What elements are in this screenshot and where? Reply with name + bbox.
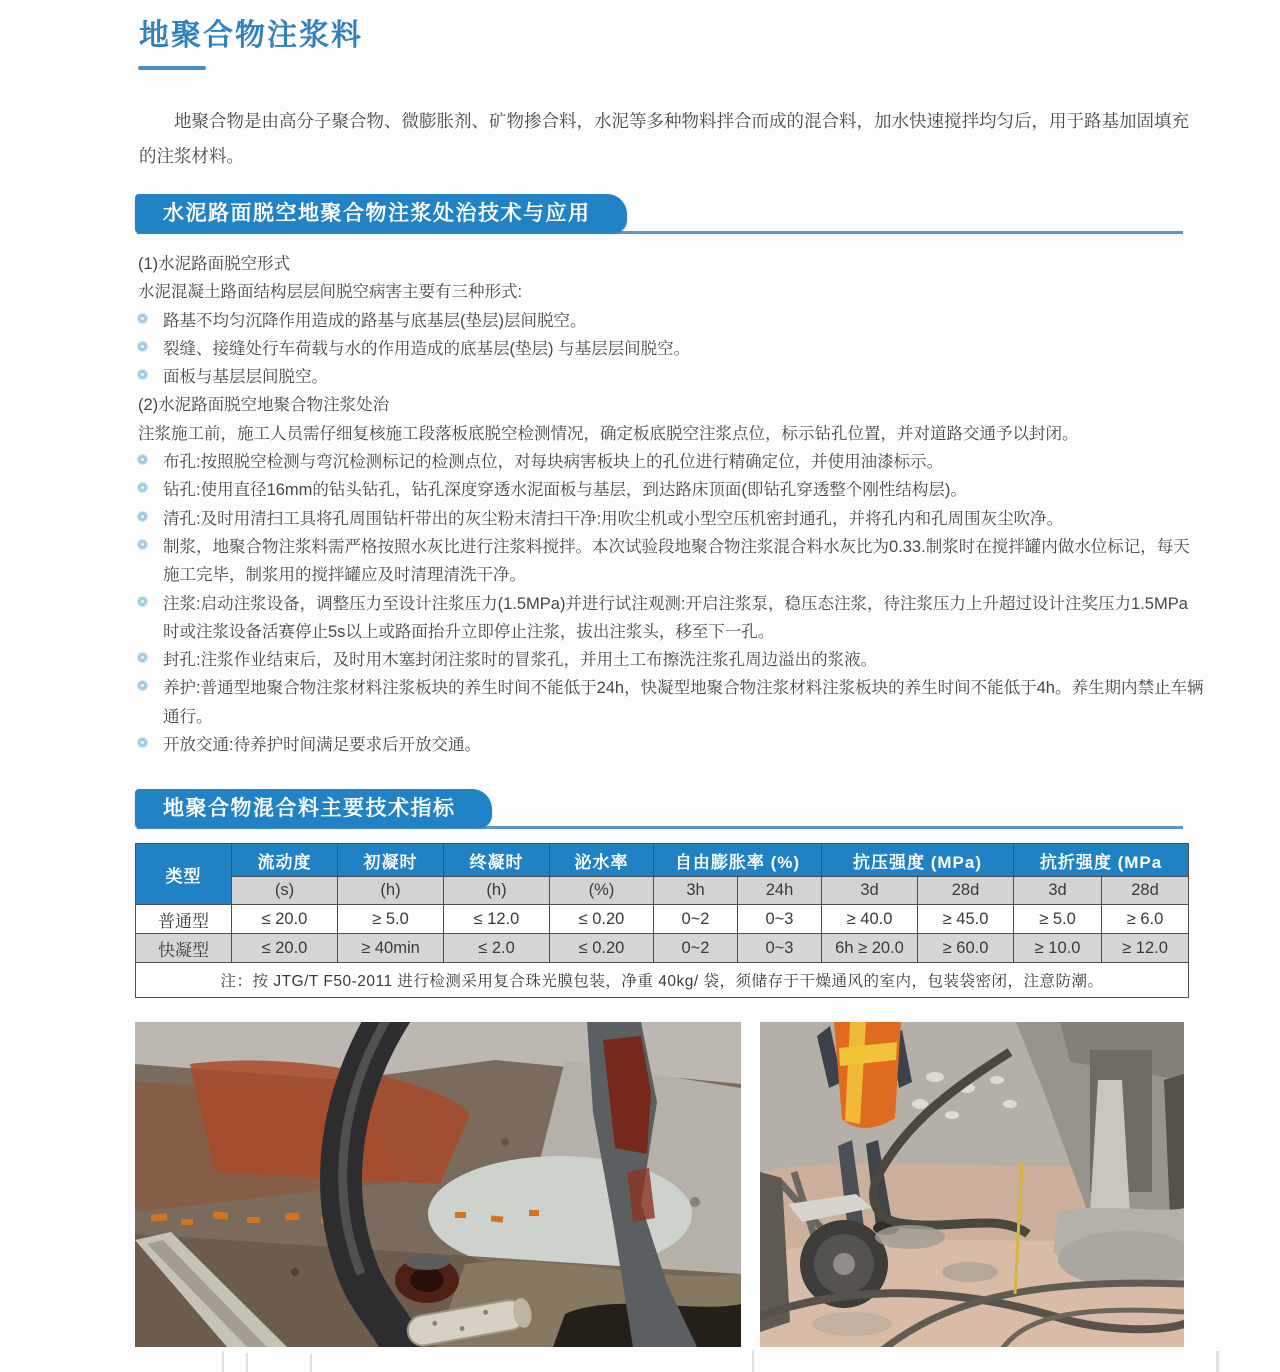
banner-tab-label: 水泥路面脱空地聚合物注浆处治技术与应用: [135, 194, 627, 233]
bullet-paragraph: 养护:普通型地聚合物注浆材料注浆板块的养生时间不能低于24h，快凝型地聚合物注浆材料注浆板块的养生时间不能低于4h。养生期内禁止车辆通行。: [138, 674, 1204, 731]
section-banner-technology: [135, 194, 1185, 234]
text-paragraph: (1)水泥路面脱空形式: [138, 255, 291, 273]
bullet-ring-icon: [138, 483, 147, 492]
column-header: 泌水率: [550, 844, 654, 877]
spec-value-cell: ≤ 2.0: [444, 934, 550, 963]
column-subheader: 28d: [918, 877, 1014, 905]
text-paragraph: 注浆施工前，施工人员需仔细复核施工段落板底脱空检测情况，确定板底脱空注浆点位，标示钻孔位置，并对道路交通予以封闭。: [138, 424, 1079, 443]
spec-value-cell: ≥ 45.0: [918, 905, 1014, 934]
table-note: 注：按 JTG/T F50-2011 进行检测采用复合珠光膜包装，净重 40kg/ 袋，须储存于干燥通风的室内，包装袋密闭，注意防潮。: [136, 963, 1189, 998]
spec-table-head: [136, 844, 1189, 905]
section1-paragraphs: [138, 250, 1204, 759]
column-subheader: (%): [550, 877, 654, 905]
column-header: 终凝时: [444, 844, 550, 877]
bullet-ring-icon: [138, 540, 147, 549]
bullet-ring-icon: [138, 681, 147, 690]
bullet-paragraph: 布孔:按照脱空检测与弯沉检测标记的检测点位，对每块病害板块上的孔位进行精确定位，并使用油漆标示。: [138, 448, 1204, 476]
spec-value-cell: ≤ 20.0: [232, 905, 338, 934]
bullet-ring-icon: [138, 512, 147, 521]
bullet-ring-icon: [138, 455, 147, 464]
column-header: 抗折强度 (MPa: [1014, 844, 1189, 877]
bullet-ring-icon: [138, 738, 147, 747]
photo-worker-equipment: [760, 1022, 1184, 1347]
spec-value-cell: 0~2: [654, 905, 738, 934]
photo-grouting-hose-graphic: [135, 1022, 741, 1347]
banner-tab-label: 地聚合物混合料主要技术指标: [135, 789, 492, 828]
row-type-label: 普通型: [136, 905, 232, 934]
page-edge-artifact: [246, 1353, 248, 1372]
page-edge-artifact: [310, 1354, 312, 1372]
bullet-ring-icon: [138, 370, 147, 379]
column-header: 类型: [136, 844, 232, 905]
page-title: 地聚合物注浆料: [139, 19, 363, 52]
intro-paragraph: 地聚合物是由高分子聚合物、微膨胀剂、矿物掺合料，水泥等多种物料拌合而成的混合料，加水快速搅拌均匀后，用于路基加固填充的注浆材料。: [139, 111, 1189, 166]
photo-grouting-hose: [135, 1022, 741, 1347]
spec-value-cell: ≤ 0.20: [550, 905, 654, 934]
spec-table: [135, 843, 1189, 998]
spec-value-cell: 6h ≥ 20.0: [822, 934, 918, 963]
column-subheader: 3h: [654, 877, 738, 905]
text-paragraph: (2)水泥路面脱空地聚合物注浆处治: [138, 396, 390, 415]
column-subheader: 28d: [1102, 877, 1189, 905]
table-row: [136, 934, 1189, 963]
bullet-paragraph: 清孔:及时用清扫工具将孔周围钻杆带出的灰尘粉末清扫干净:用吹尘机或小型空压机密封通孔，并将孔内和孔周围灰尘吹净。: [138, 505, 1204, 533]
column-subheader: (h): [338, 877, 444, 905]
column-subheader: 3d: [1014, 877, 1102, 905]
page-edge-artifact: [222, 1351, 224, 1372]
bullet-paragraph: 面板与基层层间脱空。: [138, 363, 1204, 391]
bullet-ring-icon: [138, 597, 147, 606]
column-header: 流动度: [232, 844, 338, 877]
bullet-paragraph: 封孔:注浆作业结束后，及时用木塞封闭注浆时的冒浆孔，并用土工布擦洗注浆孔周边溢出的浆液。: [138, 646, 1204, 674]
spec-table-body: [136, 905, 1189, 998]
bullet-paragraph: 路基不均匀沉降作用造成的路基与底基层(垫层)层间脱空。: [138, 307, 1204, 335]
spec-value-cell: 0~3: [738, 905, 822, 934]
spec-value-cell: ≥ 5.0: [1014, 905, 1102, 934]
column-header: 初凝时: [338, 844, 444, 877]
column-subheader: 3d: [822, 877, 918, 905]
spec-value-cell: ≤ 20.0: [232, 934, 338, 963]
bullet-ring-icon: [138, 314, 147, 323]
text-paragraph: 水泥混凝土路面结构层层间脱空病害主要有三种形式:: [138, 283, 523, 302]
spec-value-cell: ≥ 12.0: [1102, 934, 1189, 963]
spec-value-cell: ≥ 5.0: [338, 905, 444, 934]
title-underline: [138, 66, 206, 70]
row-type-label: 快凝型: [136, 934, 232, 963]
spec-value-cell: ≥ 10.0: [1014, 934, 1102, 963]
column-subheader: (h): [444, 877, 550, 905]
spec-value-cell: ≤ 12.0: [444, 905, 550, 934]
spec-value-cell: ≥ 40min: [338, 934, 444, 963]
spec-value-cell: ≥ 40.0: [822, 905, 918, 934]
column-header: 自由膨胀率 (%): [654, 844, 822, 877]
bullet-paragraph: 注浆:启动注浆设备，调整压力至设计注浆压力(1.5MPa)并进行试注观测:开启注浆泵，稳压态注浆，待注浆压力上升超过设计注奖压力1.5MPa时或注浆设备活赛停止5s以上或路面抬升立即停止注浆，拔出注浆头，移至下一孔。: [138, 590, 1204, 647]
spec-value-cell: 0~3: [738, 934, 822, 963]
photo-worker-equipment-graphic: [760, 1022, 1184, 1347]
table-row: [136, 905, 1189, 934]
column-header: 抗压强度 (MPa): [822, 844, 1014, 877]
page-edge-artifact: [1216, 1351, 1219, 1372]
bullet-paragraph: 钻孔:使用直径16mm的钻头钻孔，钻孔深度穿透水泥面板与基层，到达路床顶面(即钻孔穿透整个刚性结构层)。: [138, 476, 1204, 504]
bullet-ring-icon: [138, 653, 147, 662]
bullet-ring-icon: [138, 342, 147, 351]
bullet-paragraph: 裂缝、接缝处行车荷载与水的作用造成的底基层(垫层) 与基层层间脱空。: [138, 335, 1204, 363]
spec-value-cell: ≤ 0.20: [550, 934, 654, 963]
section-banner-specs: [135, 789, 1185, 829]
spec-value-cell: ≥ 6.0: [1102, 905, 1189, 934]
column-subheader: 24h: [738, 877, 822, 905]
bullet-paragraph: 制浆，地聚合物注浆料需严格按照水灰比进行注浆料搅拌。本次试验段地聚合物注浆混合料水灰比为0.33.制浆时在搅拌罐内做水位标记，每天施工完毕，制浆用的搅拌罐应及时清理清洗干净。: [138, 533, 1204, 590]
page-edge-artifact: [752, 1350, 754, 1372]
spec-value-cell: ≥ 60.0: [918, 934, 1014, 963]
column-subheader: (s): [232, 877, 338, 905]
bullet-paragraph: 开放交通:待养护时间满足要求后开放交通。: [138, 731, 1204, 759]
spec-value-cell: 0~2: [654, 934, 738, 963]
